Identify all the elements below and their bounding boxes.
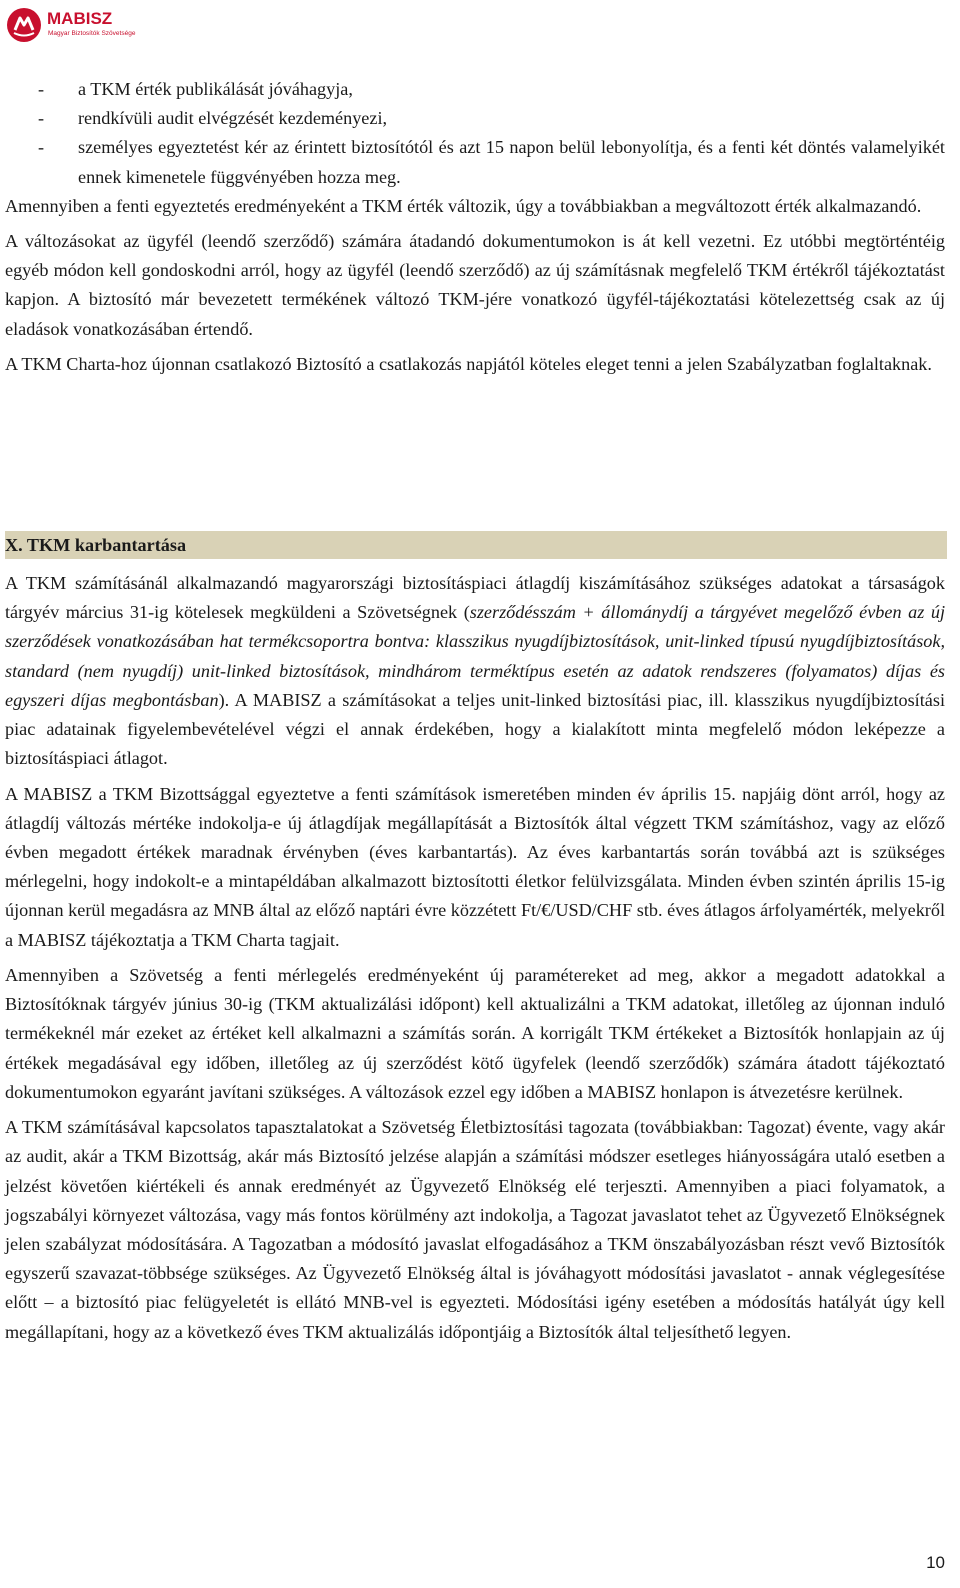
document-body-top [5, 75, 945, 385]
list-item: - személyes egyeztetést kér az érintett biztosítótól és azt 15 napon belül lebonyolítja, és a fenti két döntés valamelyikét ennek kimenetele függvényében hozza meg. [38, 137, 945, 187]
paragraph: Amennyiben a fenti egyeztetés eredményeként a TKM érték változik, úgy a továbbiakban a megváltozott érték alkalmazandó. [5, 195, 922, 216]
logo-subtitle: Magyar Biztosítók Szövetsége [48, 30, 136, 37]
paragraph-text: ). A MABISZ a számításokat a teljes unit-linked biztosítási piac, ill. klasszikus nyugdíjbiztosítási piac adatainak figyelembevételével végzi el annak érdekében, hogy a kialakított minta megfelelő módon leképezze a biztosításpiaci átlagot. [5, 689, 945, 769]
list-item: - a TKM érték publikálását jóváhagyja, [38, 79, 353, 99]
paragraph: A TKM Charta-hoz újonnan csatlakozó Biztosító a csatlakozás napjától köteles eleget tenni a jelen Szabályzatban foglaltaknak. [5, 353, 932, 374]
paragraph: Amennyiben a Szövetség a fenti mérlegelés eredményeként új paramétereket ad meg, akkor a megadott adatokkal a Biztosítóknak tárgyév június 30-ig (TKM aktualizálási időpont) kell aktualizálni a TKM adatokat, illetőleg az újonnan induló termékeknél már ezeket az értéket kell alkalmazni a számítás során. A korrigált TKM értékeket a Biztosítók honlapjain az új értékek megadásával egy időben, illetőleg az új szerződést kötő ügyfelek (leendő szerződők) számára átadott tájékoztató dokumentumokon egyaránt javítani szükséges. A változások ezzel egy időben a MABISZ honlapon is átvezetésre kerülnek. [5, 965, 945, 1102]
paragraph-text: A TKM számításánál alkalmazandó magyarországi biztosításpiaci átlagdíj kiszámításához szükséges adatokat a társaságok tárgyév március 31-ig kötelesek megküldeni a Szövetségnek ( [5, 573, 945, 623]
list-item: - rendkívüli audit elvégzését kezdeményezi, [38, 108, 388, 129]
paragraph-italic-text: szerződésszám + állománydíj a tárgyévet megelőző évben az új szerződések vonatkozásában hat termékcsoportra bontva: klasszikus nyugdíjbiztosítások, unit-linked típusú nyugdíjbiztosítások, standard (nem nyugdíj) unit-linked biztosítások, mindhárom terméktípus esetén az adatok rendszeres (folyamatos) díjas és egyszeri díjas megbontásban [5, 602, 945, 710]
paragraph: A MABISZ a TKM Bizottsággal egyeztetve a fenti számítások ismeretében minden év április 15. napjáig dönt arról, hogy az átlagdíj változás mértéke indokolja-e új átlagdíjak megállapítását a Biztosítók által végzett TKM számításhoz, vagy az előző évben megadott értékek maradnak érvényben (éves karbantartás). Az éves karbantartás során továbbá azt is szükséges mérlegelni, hogy indokolt-e a mintapéldában alkalmazott biztosítotti életkor felülvizsgálata. Minden évben szintén április 15-ig újonnan kerül megadásra az MNB által az előző naptári évre közzétett Ft/€/USD/CHF stb. éves átlagos árfolyamérték, melyekről a MABISZ tájékoztatja a TKM Charta tagjait. [5, 783, 945, 950]
paragraph [5, 569, 945, 773]
logo-name: MABISZ [47, 9, 113, 28]
page-number: 10 [926, 1553, 945, 1572]
section-heading: X. TKM karbantartása [5, 531, 947, 559]
mabisz-logo [5, 6, 135, 44]
document-body-section [5, 569, 945, 1353]
decision-list [5, 75, 945, 192]
mabisz-logo-icon [5, 6, 43, 44]
paragraph: A változásokat az ügyfél (leendő szerződő) számára átadandó dokumentumokon is át kell vezetni. Ez utóbbi megtörténtéig egyéb módon kell gondoskodni arról, hogy az ügyfél (leendő szerződő) az új számításnak megfelelő TKM értékről tájékoztatást kapjon. A biztosító már bevezetett termékének változó TKM-jére vonatkozó ügyfél-tájékoztatási kötelezettség csak az új eladások vonatkozásában értendő. [5, 231, 945, 339]
paragraph: A TKM számításával kapcsolatos tapasztalatokat a Szövetség Életbiztosítási tagozata (továbbiakban: Tagozat) évente, vagy akár az audit, akár a TKM Bizottság, akár más Biztosító jelzése alapján a számítási módszer esetleges hiányosságára utaló esetben a jelzést követően kiértékeli és annak eredményét az Ügyvezető Elnökség elé terjeszti. Amennyiben a piaci folyamatok, a jogszabályi környezet változása, vagy más fontos körülmény azt indokolja, a Tagozat javaslatot tehet az Ügyvezető Elnökségnek jelen szabályzat módosítására. A Tagozatban a módosító javaslat elfogadásához a TKM önszabályozásban részt vevő Biztosítók egyszerű szavazat-többsége szükséges. Az Ügyvezető Elnökség által is jóváhagyott módosítási javaslatot - annak véglegesítése előtt – a biztosító piac felügyeletét is ellátó MNB-vel is egyezteti. Módosítási igény esetében a módosítás hatályát úgy kell megállapítani, hogy az a következő éves TKM aktualizálás időpontjáig a Biztosítók által teljesíthető legyen. [5, 1117, 945, 1342]
